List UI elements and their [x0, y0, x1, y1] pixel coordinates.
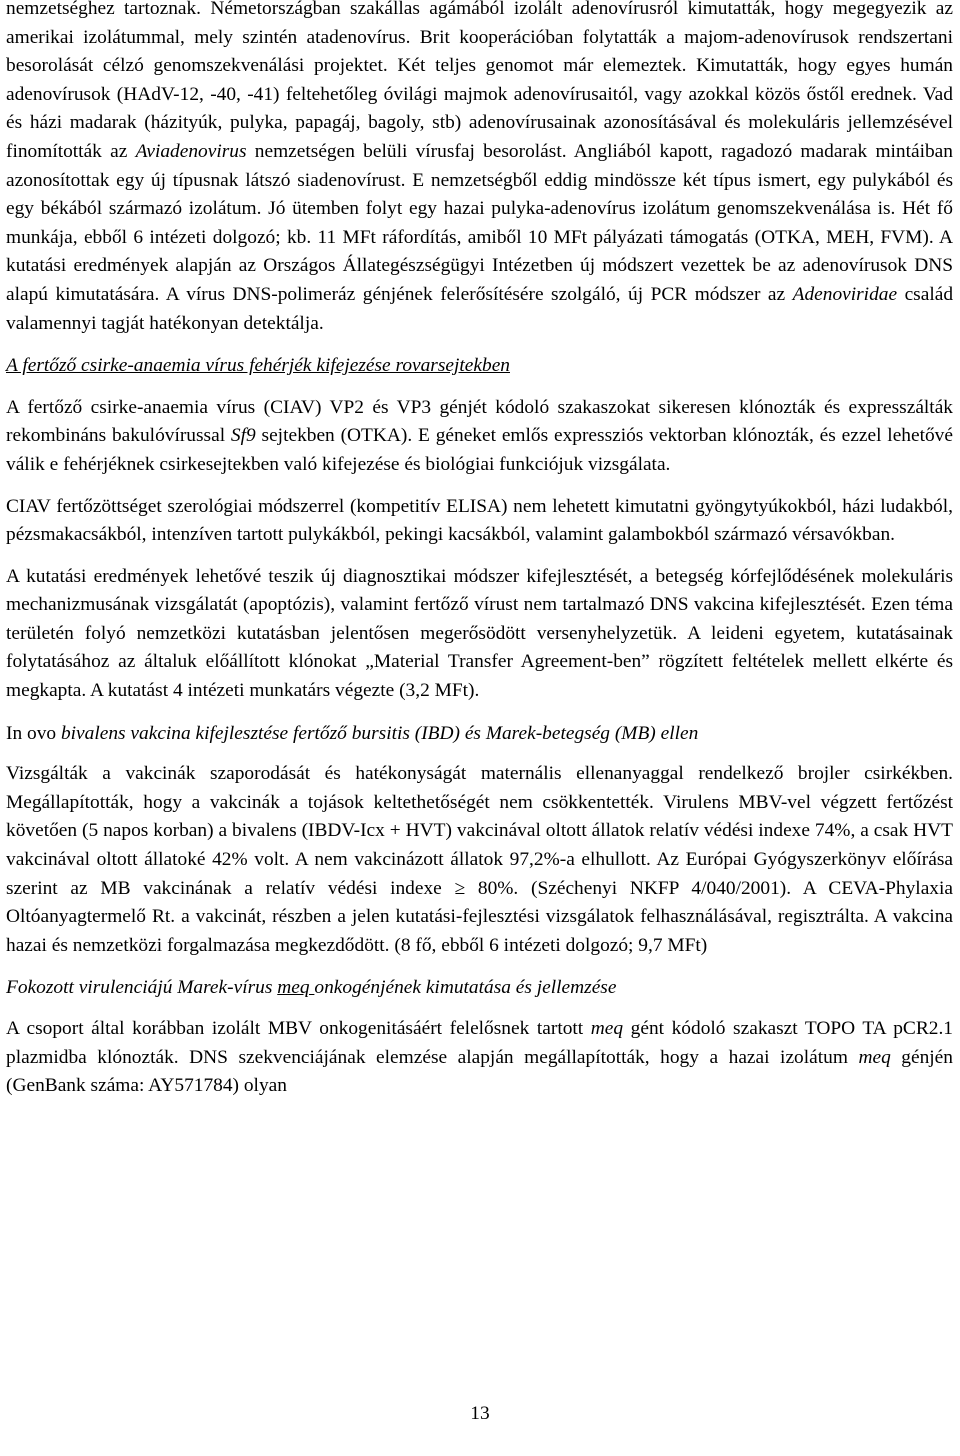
intro-text-2: nemzetségen belüli vírusfaj besorolást. Angliából kapott, ragadozó madarak mintáiban azonosítottak egy új típusnak látszó siadenovírust. E nemzetségből eddig mindössze két típus ismert, egy pulykából és egy békából származó izolátum. Jó ütemben folyt egy hazai pulyka-adenovírus izolátum genomszekvenálása is. Hét fő munkája, ebből 6 intézeti dolgozó; kb. 11 MFt ráfordítás, amiből 10 MFt pályázati támogatás (OTKA, MEH, FVM). A kutatási eredmények alapján az Országos Állategészségügyi Intézetben új módszert vezettek be az adenovírusok DNS alapú kimutatására. A vírus DNS-polimeráz génjének felerősítésére szolgáló, új PCR módszer az: [6, 140, 953, 305]
heading-marek-prefix: Fokozott virulenciájú Marek-vírus: [6, 977, 278, 999]
sf9-cells: Sf9: [230, 425, 256, 447]
section-heading-ciav-text: A fertőző csirke-anaemia vírus fehérjék kifejezése rovarsejtekben: [6, 355, 510, 377]
heading-marek-rest: onkogénjének kimutatása és jellemzése: [314, 977, 617, 999]
ciav-p1-text-b: sejtekben (OTKA). E géneket emlős expressziós vektorban klónozták, és ezzel lehetővé válik e fehérjéknek csirkesejtekben való kifejezése és biológiai funkciójuk vizsgálata.: [6, 425, 953, 475]
ciav-paragraph-1: [6, 394, 953, 480]
section-heading-ciav: [6, 352, 953, 381]
meq-gene-2: meq: [858, 1046, 891, 1068]
marek-text-c: génjén (GenBank száma: AY571784) olyan: [6, 1046, 953, 1097]
page-number: 13: [470, 1403, 490, 1424]
ciav-p2-text: CIAV fertőzöttséget szerológiai módszerrel (kompetitív ELISA) nem lehetett kimutatni gyöngytyúkokból, házi ludakból, pézsmakacsákból, intenzíven tartott pulykákból, pekingi kacsákból, valamint galambokból származó vérsavókban.: [6, 495, 953, 546]
heading-in-ovo-prefix: In ovo: [6, 722, 61, 744]
meq-gene-1: meq: [590, 1018, 624, 1039]
ciav-paragraph-2: [6, 493, 953, 550]
marek-text-a: A csoport által korábban izolált MBV onkogenitásáért felelősnek tartott: [6, 1018, 591, 1039]
family-adenoviridae: Adenoviridae: [792, 283, 898, 305]
in-ovo-paragraph: [6, 760, 953, 960]
ciav-p3-text: A kutatási eredmények lehetővé teszik új diagnosztikai módszer kifejlesztését, a betegség kórfejlődésének molekuláris mechanizmusának vizsgálatát (apoptózis), valamint fertőző vírust nem tartalmazó DNS vakcina kifejlesztését. Ezen téma területén folyó nemzetközi kutatásban jelentősen megerősödött versenyhelyzetük. A leideni egyetem, kutatásainak folytatásához az általuk előállított klónokat „Material Transfer Agreement-ben” rögzített feltételek mellett elkérte és megkapta. A kutatást 4 intézeti munkatárs végezte (3,2 MFt).: [6, 565, 953, 702]
intro-text-3: család valamennyi tagját hatékonyan detektálja.: [6, 283, 954, 334]
in-ovo-text: Vizsgálták a vakcinák szaporodását és hatékonyságát maternális ellenanyaggal rendelkező brojler csirkékben. Megállapították, hogy a vakcinák a tojások keltethetőségét nem csökkentették. Virulens MBV-vel végzett fertőzést követően (5 napos korban) a bivalens (IBDV-Icx + HVT) vakcinával oltott állatok relatív védési indexe 74%, a csak HVT vakcinával oltott állatoké 42% volt. A nem vakcinázott állatok 97,2%-a elhullott. Az Európai Gyógyszerkönyv előírása szerint az MB vakcinának a relatív védési indexe ≥ 80%. (Széchenyi NKFP 4/040/2001). A CEVA-Phylaxia Oltóanyagtermelő Rt. a vakcinát, részben a jelen kutatási-fejlesztési vizsgálatok felhasználásával, regisztrálta. A vakcina hazai és nemzetközi forgalmazása megkezdődött. (8 fő, ebből 6 intézeti dolgozó; 9,7 MFt): [6, 763, 953, 956]
heading-in-ovo-rest: bivalens vakcina kifejlesztése fertőző bursitis (IBD) és Marek-betegség (MB) ellen: [60, 722, 699, 744]
section-heading-in-ovo: [6, 720, 953, 749]
heading-meq: meq: [277, 977, 315, 999]
ciav-p1-text-a: A fertőző csirke-anaemia vírus (CIAV) VP2 és VP3 génjét kódoló szakaszokat sikeresen klónozták és expresszálták rekombináns bakulóvírussal: [6, 396, 953, 447]
intro-text-1: nemzetséghez tartoznak. Németországban szakállas agámából izolált adenovírusról kimutatták, hogy megegyezik az amerikai izolátummal, mely szintén atadenovírus. Brit kooperációban folytatták a majom-adenovírusok rendszertani besorolását célzó genomszekvenálási projektet. Két teljes genomot már elemeztek. Kimutatták, hogy egyes humán adenovírusok (HAdV-12, -40, -41) feltehetőleg óvilági majmok adenovírusaitól, vagy azokkal közös őstől erednek. Vad és házi madarak (házityúk, pulyka, papagáj, bagoly, stb) adenovírusainak azonosításával és molekuláris jellemzésével finomították az: [6, 0, 953, 162]
marek-paragraph: [6, 1015, 953, 1101]
genus-aviadenovirus: Aviadenovirus: [135, 140, 247, 162]
section-heading-marek: [6, 974, 953, 1003]
marek-text-b: gént kódoló szakaszt TOPO TA pCR2.1 plazmidba klónozták. DNS szekvenciájának elemzése alapján megállapították, hogy a hazai izolátum: [6, 1018, 953, 1068]
intro-paragraph: [6, 0, 953, 338]
ciav-paragraph-3: [6, 563, 953, 706]
